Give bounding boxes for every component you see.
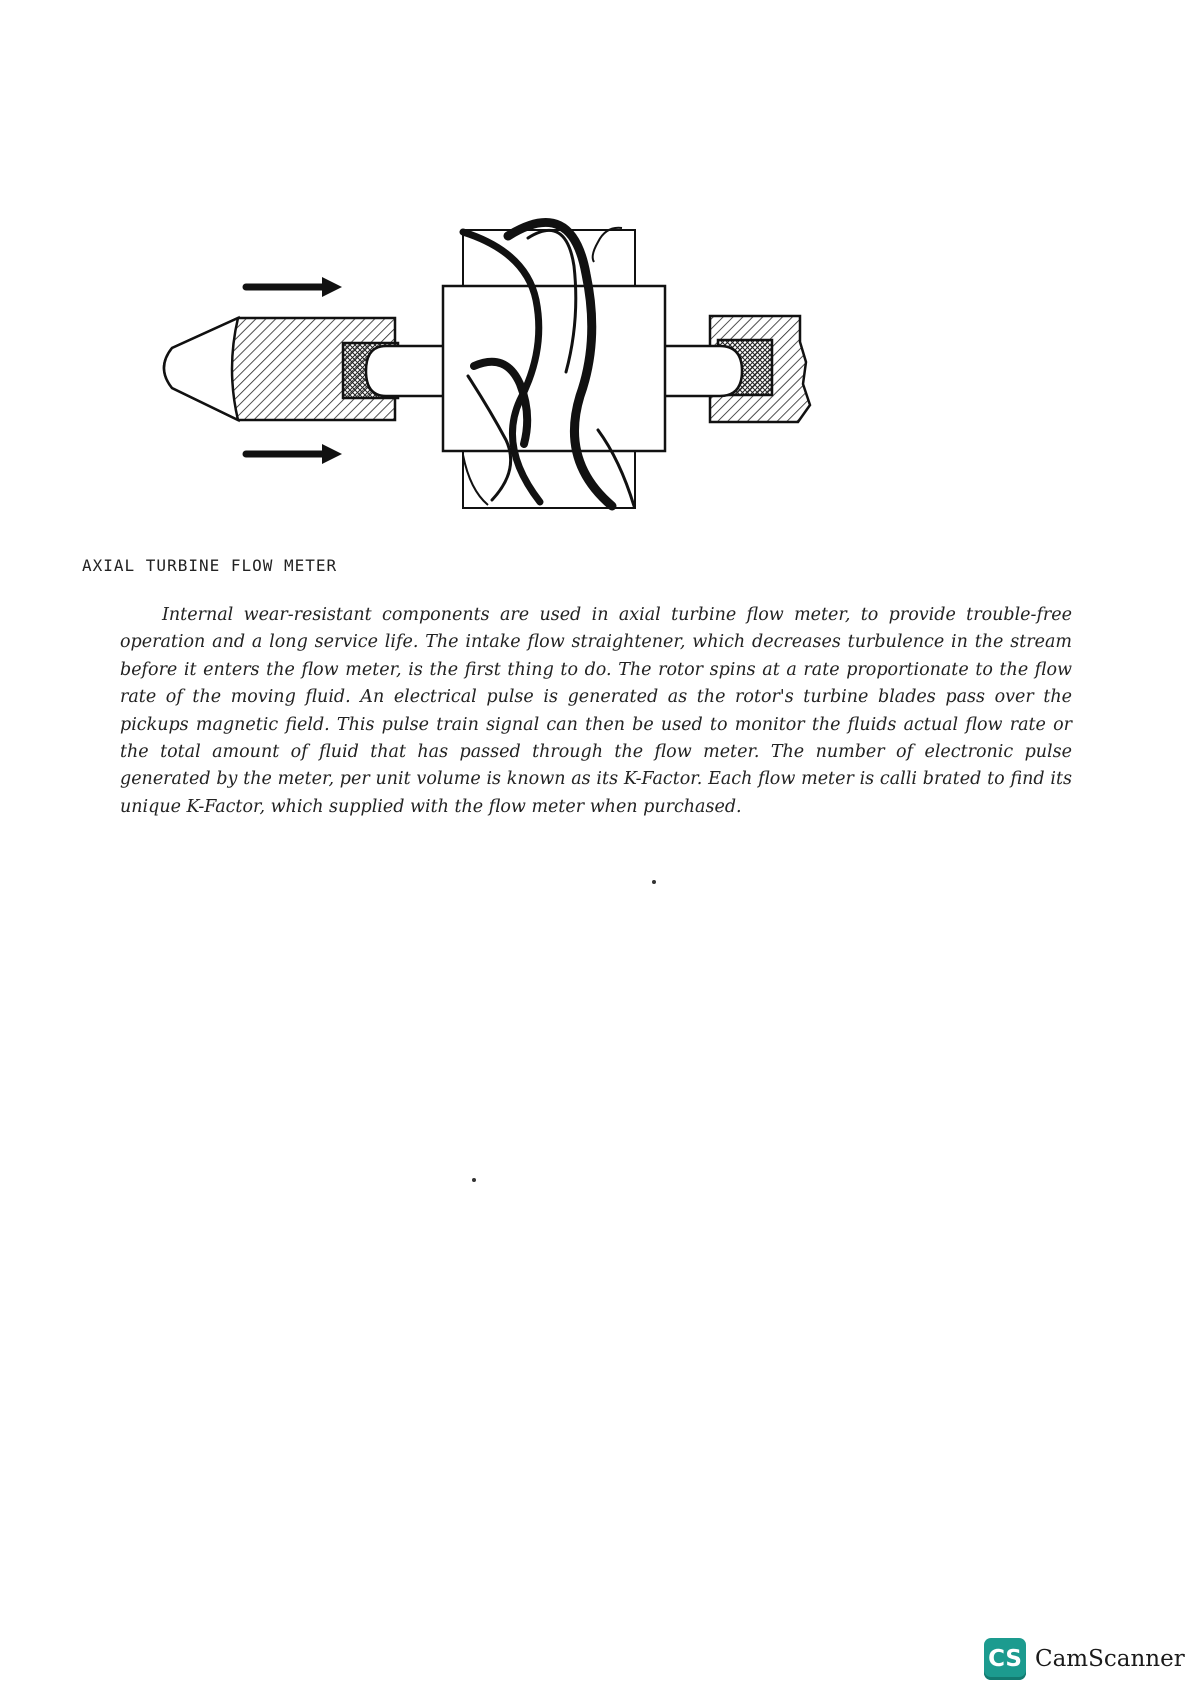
camscanner-logo-icon: CS xyxy=(984,1638,1026,1680)
page-title: AXIAL TURBINE FLOW METER xyxy=(82,556,338,575)
turbine-flow-meter-diagram xyxy=(0,0,1200,560)
flow-arrow-bottom xyxy=(246,444,342,464)
page-speck xyxy=(652,880,656,884)
camscanner-name: CamScanner xyxy=(1035,1646,1185,1672)
camscanner-watermark xyxy=(984,1638,1185,1680)
body-paragraph: Internal wear-resistant components are used in axial turbine flow meter, to provide trouble-free operation and a long service life. The intake flow straightener, which decreases turbulence in the stream before it enters the flow meter, is the first thing to do. The rotor spins at a rate proportionate to the flow rate of the moving fluid. An electrical pulse is generated as the rotor's turbine blades pass over the pickups magnetic field. This pulse train signal can then be used to monitor the fluids actual flow rate or the total amount of fluid that has passed through the flow meter. The number of electronic pulse generated by the meter, per unit volume is known as its K-Factor. Each flow meter is calli brated to find its unique K-Factor, which supplied with the flow meter when purchased. xyxy=(120,605,1072,817)
flow-arrow-top xyxy=(246,277,342,297)
right-shaft xyxy=(660,346,742,396)
page-speck xyxy=(472,1178,476,1182)
left-shaft xyxy=(366,346,445,396)
